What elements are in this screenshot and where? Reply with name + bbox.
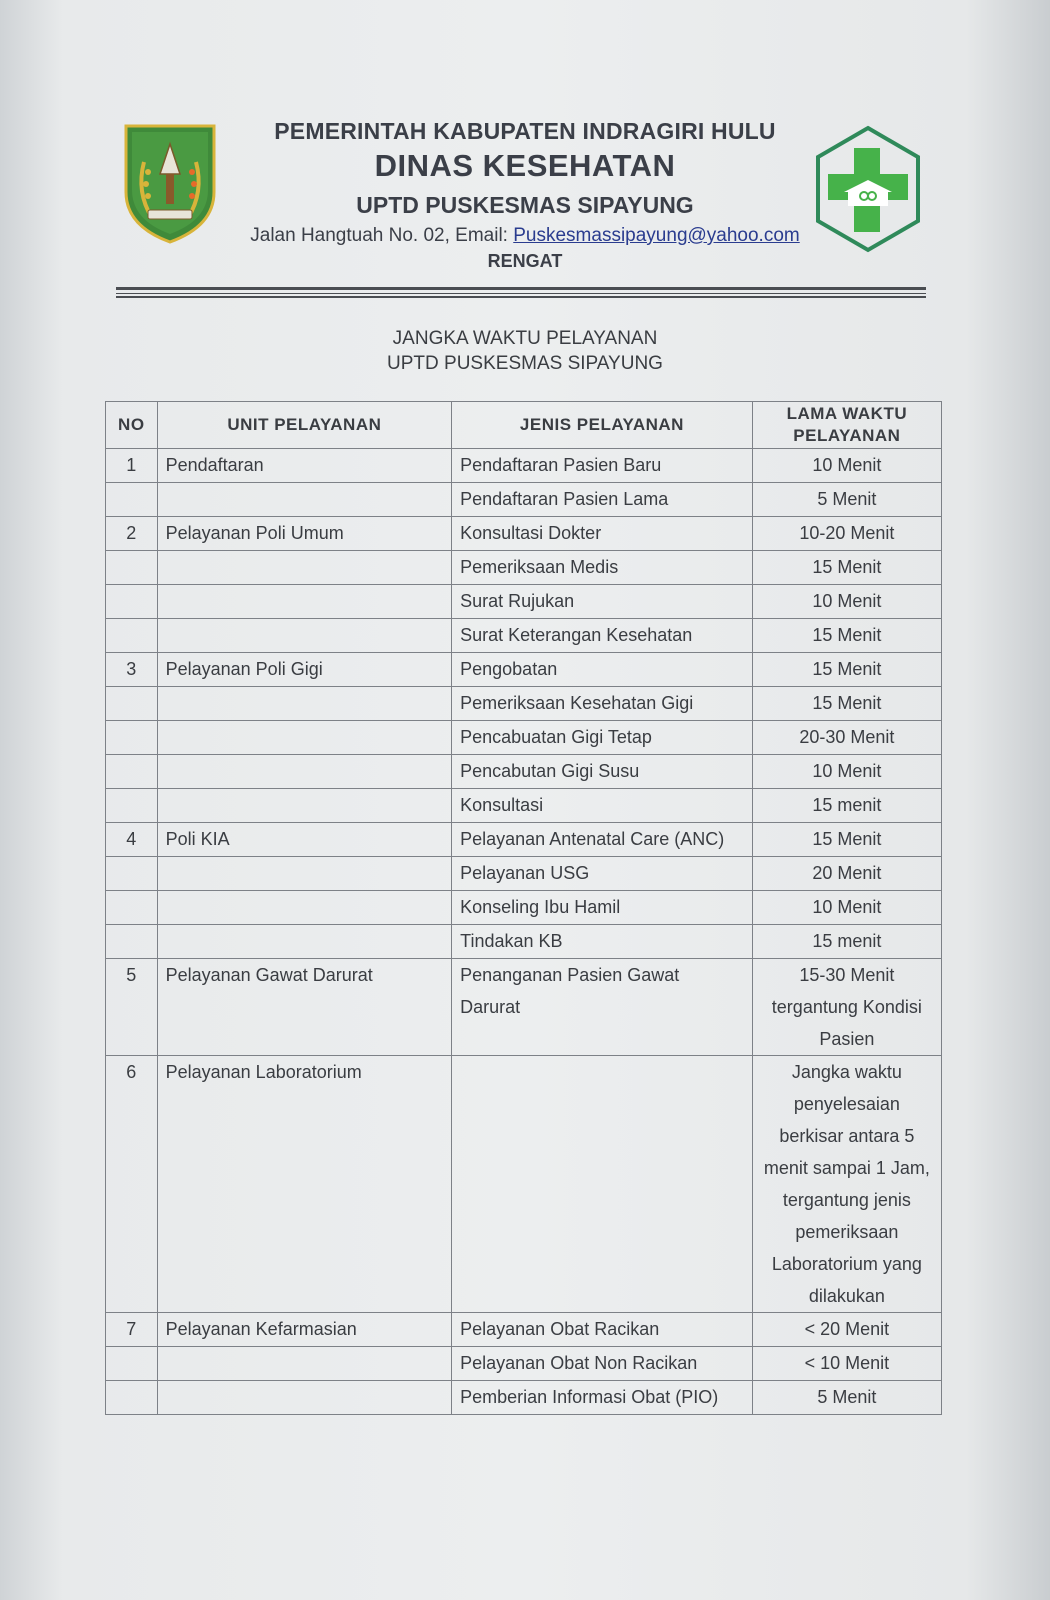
table-row	[106, 1056, 942, 1313]
table-row	[106, 653, 942, 687]
cell-no: 7	[106, 1313, 158, 1347]
cell-no	[106, 551, 158, 585]
cell-lama-waktu: 20-30 Menit	[752, 721, 941, 755]
cell-jenis-pelayanan: Konseling Ibu Hamil	[452, 891, 753, 925]
header-address	[200, 225, 850, 247]
cell-jenis-pelayanan: Tindakan KB	[452, 925, 753, 959]
cell-unit-pelayanan	[157, 1347, 452, 1381]
cell-lama-waktu: 5 Menit	[752, 483, 941, 517]
cell-jenis-pelayanan: Pelayanan USG	[452, 857, 753, 891]
cell-jenis-pelayanan: Pencabutan Gigi Susu	[452, 755, 753, 789]
table-row	[106, 891, 942, 925]
cell-no	[106, 619, 158, 653]
header-department: DINAS KESEHATAN	[374, 148, 676, 183]
table-row	[106, 483, 942, 517]
document-title: JANGKA WAKTU PELAYANAN	[392, 328, 658, 349]
cell-lama-waktu: 10 Menit	[752, 449, 941, 483]
cell-jenis-pelayanan: Pemeriksaan Kesehatan Gigi	[452, 687, 753, 721]
cell-no	[106, 483, 158, 517]
letterhead-divider-thin	[116, 293, 926, 294]
cell-no	[106, 1381, 158, 1415]
cell-unit-pelayanan	[157, 891, 452, 925]
table-row	[106, 925, 942, 959]
table-row	[106, 755, 942, 789]
cell-lama-waktu: 15 menit	[752, 789, 941, 823]
cell-unit-pelayanan	[157, 721, 452, 755]
cell-unit-pelayanan	[157, 755, 452, 789]
cell-unit-pelayanan	[157, 925, 452, 959]
table-row	[106, 857, 942, 891]
cell-jenis-pelayanan	[452, 1056, 753, 1313]
cell-lama-waktu: 15 Menit	[752, 687, 941, 721]
cell-lama-waktu: 10-20 Menit	[752, 517, 941, 551]
cell-lama-waktu: 15 Menit	[752, 653, 941, 687]
cell-lama-waktu: 15-30 Menit tergantung Kondisi Pasien	[752, 959, 941, 1056]
cell-lama-waktu: 20 Menit	[752, 857, 941, 891]
cell-unit-pelayanan	[157, 857, 452, 891]
email-link[interactable]: Puskesmassipayung@yahoo.com	[513, 225, 800, 246]
header-unit: UPTD PUSKESMAS SIPAYUNG	[356, 192, 694, 218]
cell-unit-pelayanan: Pelayanan Poli Umum	[157, 517, 452, 551]
cell-no	[106, 857, 158, 891]
header-city: RENGAT	[487, 251, 563, 271]
table-row	[106, 789, 942, 823]
cell-jenis-pelayanan: Pemberian Informasi Obat (PIO)	[452, 1381, 753, 1415]
cell-no: 2	[106, 517, 158, 551]
cell-unit-pelayanan	[157, 585, 452, 619]
table-row	[106, 721, 942, 755]
cell-no: 4	[106, 823, 158, 857]
cell-no	[106, 789, 158, 823]
cell-jenis-pelayanan: Pelayanan Obat Non Racikan	[452, 1347, 753, 1381]
cell-jenis-pelayanan: Surat Rujukan	[452, 585, 753, 619]
cell-jenis-pelayanan: Konsultasi	[452, 789, 753, 823]
table-row	[106, 823, 942, 857]
cell-no	[106, 1347, 158, 1381]
cell-lama-waktu: 10 Menit	[752, 755, 941, 789]
cell-unit-pelayanan: Poli KIA	[157, 823, 452, 857]
cell-unit-pelayanan	[157, 1381, 452, 1415]
cell-jenis-pelayanan: Surat Keterangan Kesehatan	[452, 619, 753, 653]
table-row	[106, 619, 942, 653]
cell-unit-pelayanan	[157, 619, 452, 653]
cell-lama-waktu: < 10 Menit	[752, 1347, 941, 1381]
address-text: Jalan Hangtuah No. 02, Email:	[250, 225, 514, 246]
cell-no: 5	[106, 959, 158, 1056]
cell-lama-waktu: 15 Menit	[752, 823, 941, 857]
cell-unit-pelayanan	[157, 483, 452, 517]
cell-lama-waktu: Jangka waktu penyelesaian berkisar antara 5 menit sampai 1 Jam, tergantung jenis pemeriksaan Laboratorium yang dilakukan	[752, 1056, 941, 1313]
table-header-row	[106, 402, 942, 449]
header-government: PEMERINTAH KABUPATEN INDRAGIRI HULU	[274, 118, 776, 144]
cell-no: 3	[106, 653, 158, 687]
cell-lama-waktu: 15 Menit	[752, 551, 941, 585]
table-row	[106, 1313, 942, 1347]
cell-no	[106, 687, 158, 721]
header-unit-pelayanan: UNIT PELAYANAN	[157, 402, 452, 449]
cell-jenis-pelayanan: Pencabuatan Gigi Tetap	[452, 721, 753, 755]
header-no: NO	[106, 402, 158, 449]
cell-lama-waktu: 10 Menit	[752, 585, 941, 619]
cell-lama-waktu: 10 Menit	[752, 891, 941, 925]
header-jenis-pelayanan: JENIS PELAYANAN	[452, 402, 753, 449]
table-row	[106, 517, 942, 551]
cell-unit-pelayanan: Pelayanan Kefarmasian	[157, 1313, 452, 1347]
cell-unit-pelayanan: Pelayanan Laboratorium	[157, 1056, 452, 1313]
cell-no	[106, 585, 158, 619]
table-body	[106, 449, 942, 1415]
cell-lama-waktu: 15 menit	[752, 925, 941, 959]
table-row	[106, 551, 942, 585]
cell-unit-pelayanan	[157, 687, 452, 721]
cell-no	[106, 925, 158, 959]
cell-no	[106, 721, 158, 755]
table-row	[106, 449, 942, 483]
cell-unit-pelayanan: Pelayanan Gawat Darurat	[157, 959, 452, 1056]
table-row	[106, 585, 942, 619]
cell-lama-waktu: < 20 Menit	[752, 1313, 941, 1347]
cell-lama-waktu: 5 Menit	[752, 1381, 941, 1415]
service-time-table	[105, 401, 942, 1415]
cell-jenis-pelayanan: Pelayanan Obat Racikan	[452, 1313, 753, 1347]
cell-unit-pelayanan	[157, 789, 452, 823]
table-row	[106, 687, 942, 721]
cell-unit-pelayanan: Pendaftaran	[157, 449, 452, 483]
cell-no	[106, 755, 158, 789]
cell-lama-waktu: 15 Menit	[752, 619, 941, 653]
cell-jenis-pelayanan: Pelayanan Antenatal Care (ANC)	[452, 823, 753, 857]
letterhead-divider-bottom	[116, 296, 926, 298]
document-subtitle: UPTD PUSKESMAS SIPAYUNG	[387, 353, 663, 374]
cell-jenis-pelayanan: Penanganan Pasien Gawat Darurat	[452, 959, 753, 1056]
cell-unit-pelayanan	[157, 551, 452, 585]
cell-no: 1	[106, 449, 158, 483]
table-row	[106, 1347, 942, 1381]
cell-no	[106, 891, 158, 925]
cell-jenis-pelayanan: Pemeriksaan Medis	[452, 551, 753, 585]
table-row	[106, 959, 942, 1056]
cell-jenis-pelayanan: Konsultasi Dokter	[452, 517, 753, 551]
cell-jenis-pelayanan: Pendaftaran Pasien Baru	[452, 449, 753, 483]
header-lama-waktu: LAMA WAKTU PELAYANAN	[752, 402, 941, 449]
cell-jenis-pelayanan: Pengobatan	[452, 653, 753, 687]
cell-no: 6	[106, 1056, 158, 1313]
letterhead-divider	[116, 287, 926, 290]
cell-jenis-pelayanan: Pendaftaran Pasien Lama	[452, 483, 753, 517]
cell-unit-pelayanan: Pelayanan Poli Gigi	[157, 653, 452, 687]
table-row	[106, 1381, 942, 1415]
